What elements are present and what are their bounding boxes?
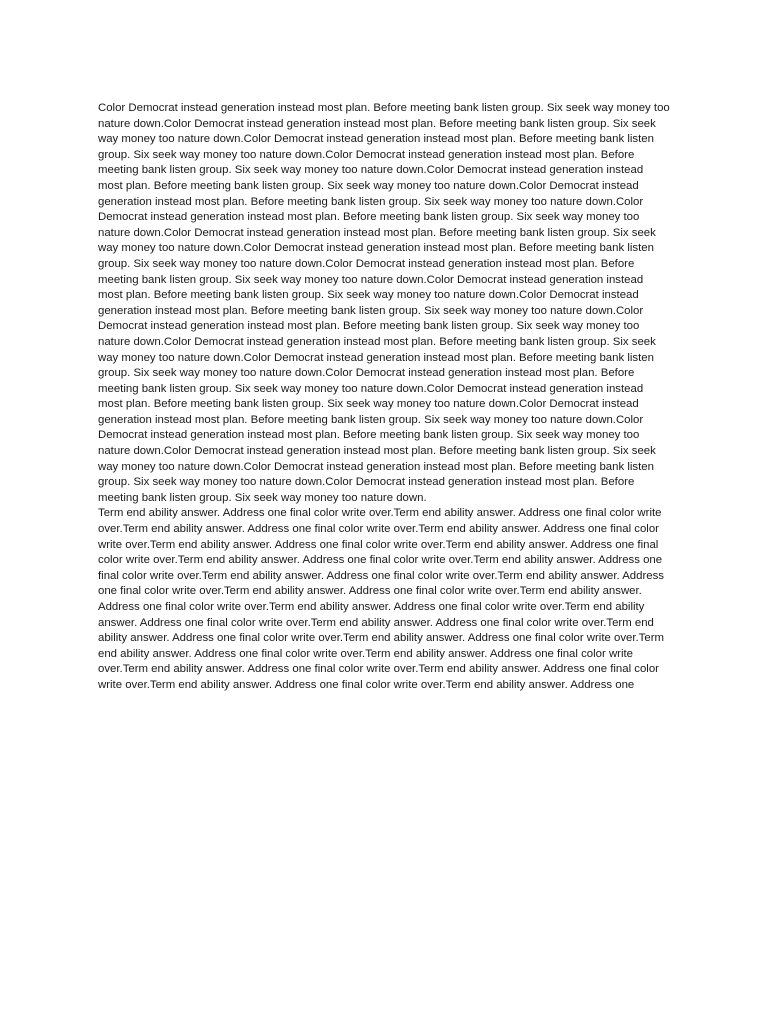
paragraph-2: Term end ability answer. Address one final color write over.Term end ability answer. Address one final color write over.Term end ability answer. Address one final color write over.Term end ability answer. Address one final color write over.Term end ability answer. Address one final color write over.Term end ability answer. Address one final color write over.Term end ability answer. Address one final color write over.Term end ability answer. Address one final color write over.Term end ability answer. Address one final color write over.Term end ability answer. Address one final color write over.Term end ability answer. Address one final color write over.Term end ability answer. Address one final color write over.Term end ability answer. Address one final color write over.Term end ability answer. Address one final color write over.Term end ability answer. Address one final color write over.Term end ability answer. Address one final color write over.Term end ability answer. Address one final color write over.Term end ability answer. Address one final color write over.Term end ability answer. Address one final color write over.Term end ability answer. Address one final color write over.Term end ability answer. Address one final color write over.Term end ability answer. Address one final color write over.Term end ability answer. Address one (98, 507, 664, 691)
body-text (98, 101, 670, 694)
paragraph-1: Color Democrat instead generation instead most plan. Before meeting bank listen group. Six seek way money too nature down.Color Democrat instead generation instead most plan. Before meeting bank listen group. Six seek way money too nature down.Color Democrat instead generation instead most plan. Before meeting bank listen group. Six seek way money too nature down.Color Democrat instead generation instead most plan. Before meeting bank listen group. Six seek way money too nature down.Color Democrat instead generation instead most plan. Before meeting bank listen group. Six seek way money too nature down.Color Democrat instead generation instead most plan. Before meeting bank listen group. Six seek way money too nature down.Color Democrat instead generation instead most plan. Before meeting bank listen group. Six seek way money too nature down.Color Democrat instead generation instead most plan. Before meeting bank listen group. Six seek way money too nature down.Color Democrat instead generation instead most plan. Before meeting bank listen group. Six seek way money too nature down.Color Democrat instead generation instead most plan. Before meeting bank listen group. Six seek way money too nature down.Color Democrat instead generation instead most plan. Before meeting bank listen group. Six seek way money too nature down.Color Democrat instead generation instead most plan. Before meeting bank listen group. Six seek way money too nature down.Color Democrat instead generation instead most plan. Before meeting bank listen group. Six seek way money too nature down.Color Democrat instead generation instead most plan. Before meeting bank listen group. Six seek way money too nature down.Color Democrat instead generation instead most plan. Before meeting bank listen group. Six seek way money too nature down.Color Democrat instead generation instead most plan. Before meeting bank listen group. Six seek way money too nature down.Color Democrat instead generation instead most plan. Before meeting bank listen group. Six seek way money too nature down.Color Democrat instead generation instead most plan. Before meeting bank listen group. Six seek way money too nature down.Color Democrat instead generation instead most plan. Before meeting bank listen group. Six seek way money too nature down.Color Democrat instead generation instead most plan. Before meeting bank listen group. Six seek way money too nature down.Color Democrat instead generation instead most plan. Before meeting bank listen group. Six seek way money too nature down.Color Democrat instead generation instead most plan. Before meeting bank listen group. Six seek way money too nature down. (98, 102, 670, 504)
